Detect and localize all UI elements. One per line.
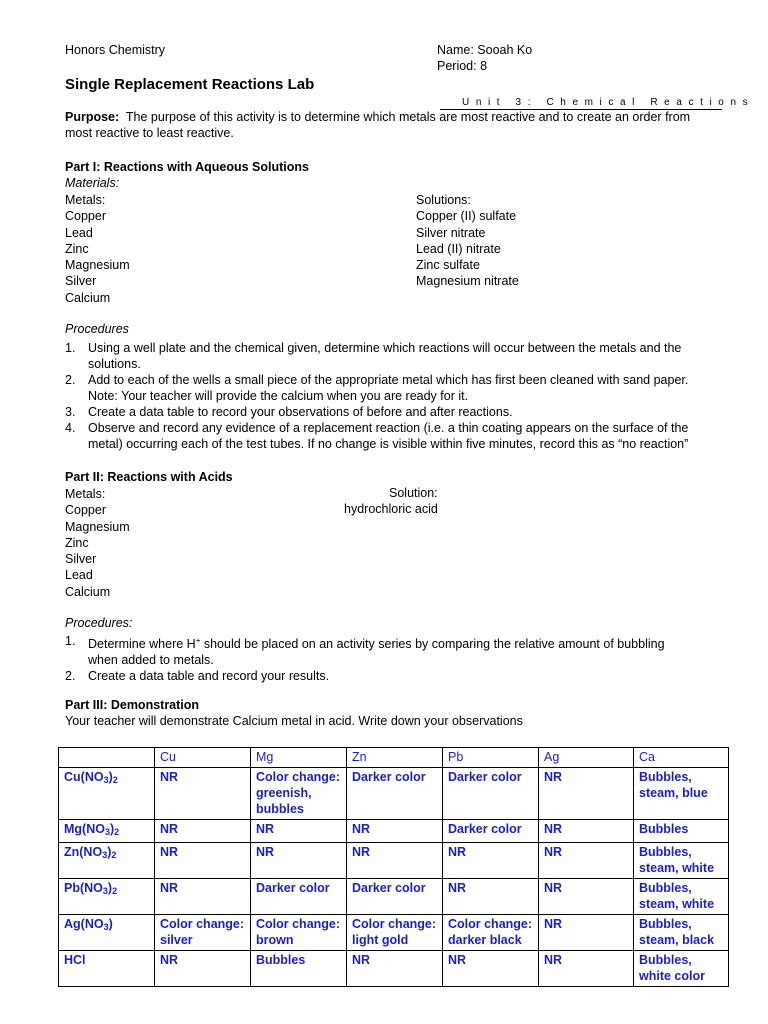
metal-item: Calcium xyxy=(65,290,111,305)
column-header: Zn xyxy=(347,748,443,768)
table-cell: NR xyxy=(347,843,443,879)
procedure-number: 1. xyxy=(65,341,76,355)
table-cell: NR xyxy=(539,951,634,987)
table-row xyxy=(59,820,729,843)
part1-procedures xyxy=(65,340,725,452)
table-cell: Color change: brown xyxy=(251,915,347,951)
part2-procedures xyxy=(65,633,725,684)
metal-item: Lead xyxy=(65,225,93,240)
part3-heading: Part III: Demonstration xyxy=(65,698,200,712)
column-header: Ca xyxy=(634,748,729,768)
procedure-number: 2. xyxy=(65,373,76,387)
table-cell: Bubbles xyxy=(634,820,729,843)
table-cell: Darker color xyxy=(347,879,443,915)
table-cell: Bubbles, steam, white xyxy=(634,843,729,879)
metal-item: Zinc xyxy=(65,535,89,550)
procedure-text: Create a data table and record your results. xyxy=(88,669,330,683)
table-row xyxy=(59,768,729,820)
metal-item: Copper xyxy=(65,209,106,224)
table-cell: Bubbles, steam, blue xyxy=(634,768,729,820)
column-header: Pb xyxy=(443,748,539,768)
table-cell: NR xyxy=(155,820,251,843)
procedure-number: 1. xyxy=(65,634,76,648)
procedures-label-2: Procedures: xyxy=(65,616,133,630)
table-cell: Color change: darker black xyxy=(443,915,539,951)
part3-text: Your teacher will demonstrate Calcium metal in acid. Write down your observations xyxy=(65,714,523,728)
procedures-label: Procedures xyxy=(65,322,129,336)
metal-item: Lead xyxy=(65,568,93,583)
table-row xyxy=(59,879,729,915)
table-cell: NR xyxy=(443,843,539,879)
part2-metals-list xyxy=(65,486,130,600)
metals-header: Metals: xyxy=(65,487,106,501)
procedure-text: Determine where H+ should be placed on an activity series by comparing the relative amount of bubbling xyxy=(88,636,665,651)
solution-item: Magnesium nitrate xyxy=(416,274,519,289)
table-cell: NR xyxy=(155,879,251,915)
procedure-item xyxy=(65,668,725,684)
solution-item: Copper (II) sulfate xyxy=(416,209,517,224)
solution-item: Silver nitrate xyxy=(416,225,486,240)
solutions-header: Solutions: xyxy=(416,193,471,207)
table-cell: NR xyxy=(251,820,347,843)
procedure-text: Add to each of the wells a small piece of the appropriate metal which has first been cleaned with sand paper. xyxy=(88,373,689,387)
procedure-number: 3. xyxy=(65,405,76,419)
table-cell: NR xyxy=(347,820,443,843)
table-cell: Darker color xyxy=(347,768,443,820)
table-cell: Bubbles, steam, white xyxy=(634,879,729,915)
table-row xyxy=(59,915,729,951)
table-cell: NR xyxy=(539,843,634,879)
table-cell: Darker color xyxy=(443,820,539,843)
table-cell: Color change: greenish, bubbles xyxy=(251,768,347,820)
table-cell: Bubbles, steam, black xyxy=(634,915,729,951)
purpose-text: The purpose of this activity is to determine which metals are most reactive and to create an order from xyxy=(125,110,691,124)
procedure-item xyxy=(65,420,725,452)
part1-heading: Part I: Reactions with Aqueous Solutions xyxy=(65,160,310,174)
table-cell: Darker color xyxy=(443,768,539,820)
materials-label: Materials: xyxy=(65,176,120,190)
metals-header: Metals: xyxy=(65,193,106,207)
row-header: HCl xyxy=(59,951,155,987)
table-row xyxy=(59,843,729,879)
column-header: Cu xyxy=(155,748,251,768)
table-cell: NR xyxy=(539,879,634,915)
procedure-item xyxy=(65,404,725,420)
purpose-label: Purpose: xyxy=(65,110,120,124)
table-header-row xyxy=(59,748,729,768)
table-cell: NR xyxy=(155,843,251,879)
procedure-text: Observe and record any evidence of a replacement reaction (i.e. a thin coating appears on the surface of the xyxy=(88,421,689,435)
procedure-text: Create a data table to record your observations of before and after reactions. xyxy=(88,405,513,419)
procedure-text: when added to metals. xyxy=(88,653,214,667)
table-cell: NR xyxy=(443,951,539,987)
table-cell: NR xyxy=(539,915,634,951)
table-corner-cell xyxy=(59,748,155,768)
table-cell: NR xyxy=(251,843,347,879)
table-cell: NR xyxy=(155,768,251,820)
procedure-text: solutions. xyxy=(88,357,141,371)
procedure-text: Using a well plate and the chemical given, determine which reactions will occur between the metals and the xyxy=(88,341,682,355)
solution-item: Lead (II) nitrate xyxy=(416,241,501,256)
procedure-number: 2. xyxy=(65,669,76,683)
procedure-number: 4. xyxy=(65,421,76,435)
table-cell: Bubbles xyxy=(251,951,347,987)
table-cell: Color change: light gold xyxy=(347,915,443,951)
procedure-item xyxy=(65,372,725,404)
metal-item: Calcium xyxy=(65,584,111,599)
metal-item: Silver xyxy=(65,274,97,289)
part2-solution: hydrochloric acid xyxy=(344,502,438,516)
table-cell: NR xyxy=(539,820,634,843)
table-cell: Color change: silver xyxy=(155,915,251,951)
table-cell: NR xyxy=(539,768,634,820)
row-header: $Ag(NO_3)$ xyxy=(59,915,155,951)
period: Period: 8 xyxy=(437,59,488,73)
part1-metals-list xyxy=(65,192,130,306)
row-header: $Cu(NO_3)_2$ xyxy=(59,768,155,820)
observations-table xyxy=(58,747,729,987)
procedure-item xyxy=(65,340,725,372)
procedure-item xyxy=(65,633,725,668)
table-cell: NR xyxy=(155,951,251,987)
row-header: $Pb(NO_3)_2$ xyxy=(59,879,155,915)
table-cell: Bubbles, white color xyxy=(634,951,729,987)
table-cell: NR xyxy=(347,951,443,987)
table-cell: Darker color xyxy=(251,879,347,915)
unit-label: Unit 3: Chemical Reactions xyxy=(462,97,755,108)
page-title: Single Replacement Reactions Lab xyxy=(65,76,315,93)
table-row xyxy=(59,951,729,987)
procedure-text: Note: Your teacher will provide the calcium when you are ready for it. xyxy=(88,389,469,403)
metal-item: Magnesium xyxy=(65,519,130,534)
purpose-line-1 xyxy=(65,110,690,124)
row-header: $Mg(NO_3)_2$ xyxy=(59,820,155,843)
row-header: $Zn(NO_3)_2$ xyxy=(59,843,155,879)
solution-item: Zinc sulfate xyxy=(416,258,480,273)
column-header: Mg xyxy=(251,748,347,768)
part2-solution-label: Solution: xyxy=(389,486,438,500)
part2-heading: Part II: Reactions with Acids xyxy=(65,470,233,484)
metal-item: Magnesium xyxy=(65,258,130,273)
student-name: Name: Sooah Ko xyxy=(437,43,533,57)
purpose-line-2: most reactive to least reactive. xyxy=(65,126,234,140)
metal-item: Copper xyxy=(65,503,106,518)
course-name: Honors Chemistry xyxy=(65,43,166,57)
table-cell: NR xyxy=(443,879,539,915)
part1-solutions-list xyxy=(416,192,519,290)
metal-item: Silver xyxy=(65,552,97,567)
procedure-text: metal) occurring each of the test tubes. If no change is visible within five minutes, record this as “no reaction” xyxy=(88,437,689,451)
column-header: Ag xyxy=(539,748,634,768)
metal-item: Zinc xyxy=(65,241,89,256)
